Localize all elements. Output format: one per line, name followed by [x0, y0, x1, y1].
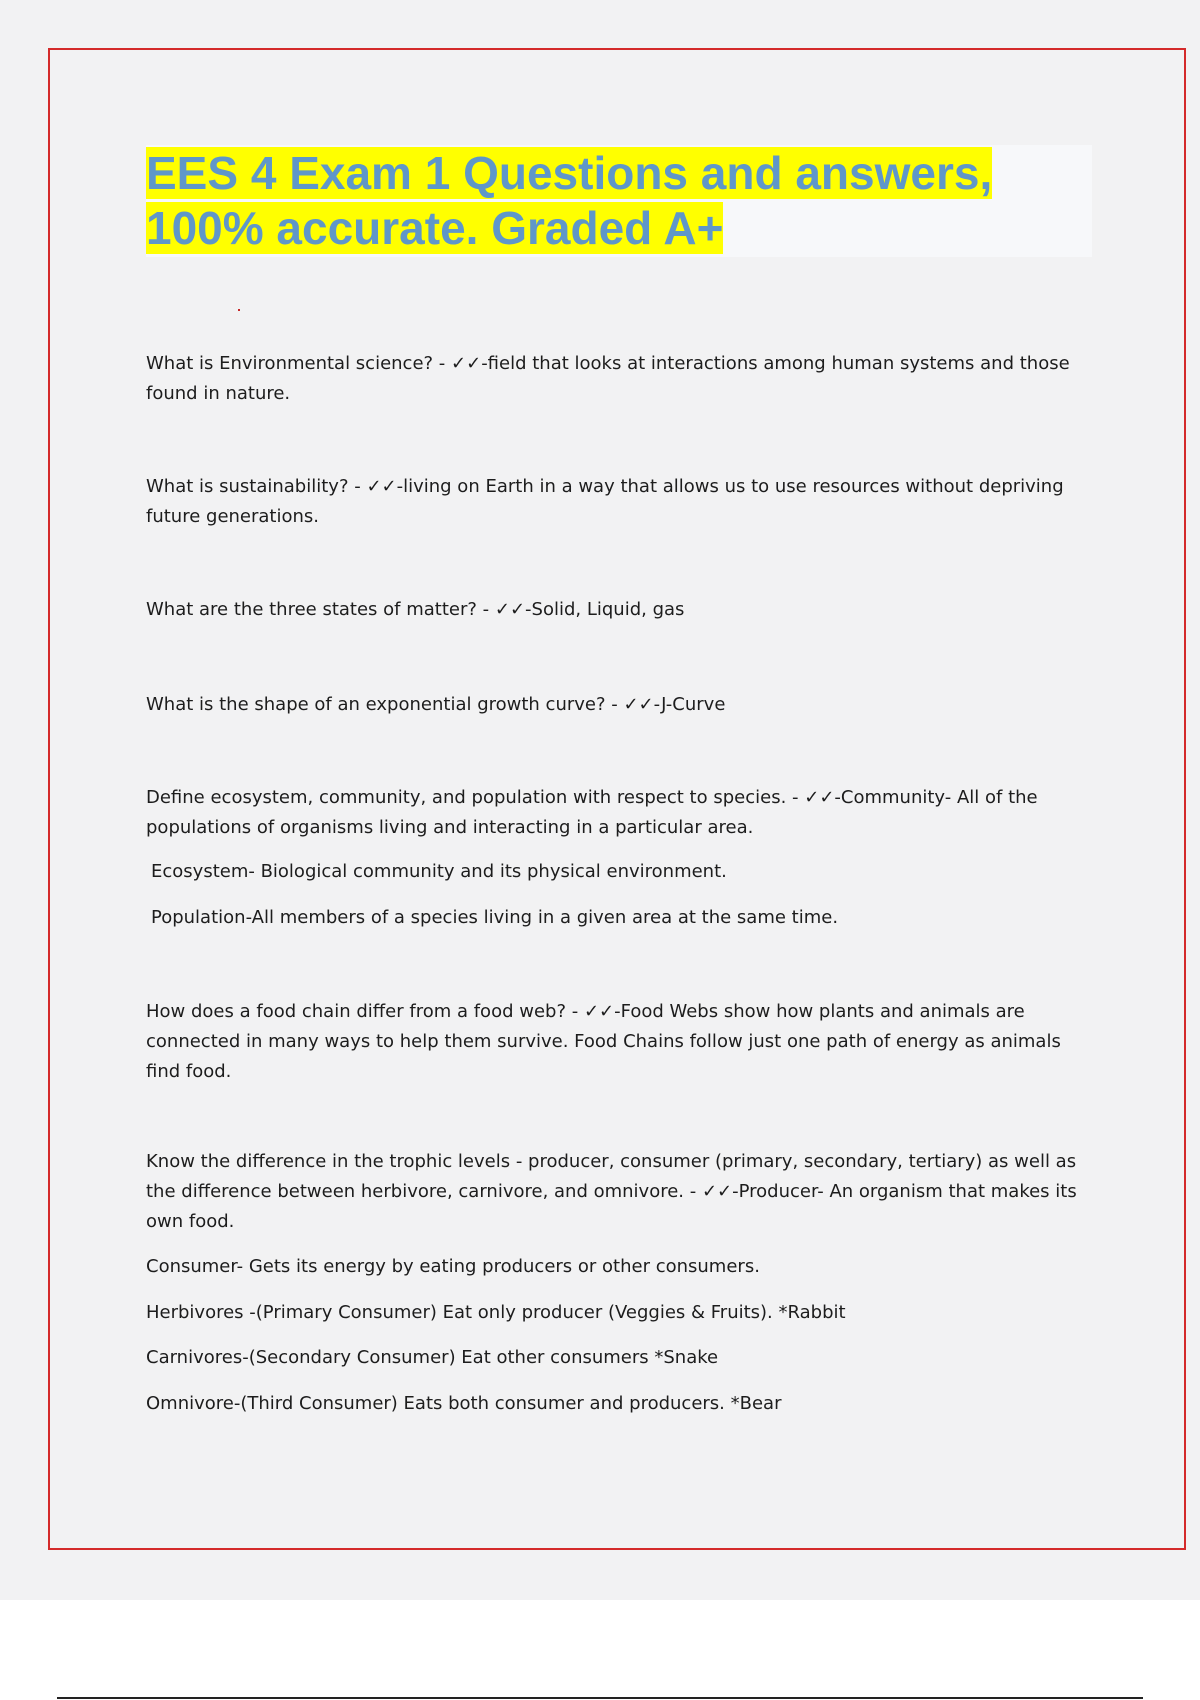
document-title: [146, 146, 1096, 256]
qa-exponential-growth: What is the shape of an exponential growth curve? - ✓✓-J-Curve: [146, 694, 726, 715]
qa-sustainability: What is sustainability? - ✓✓-living on Earth in a way that allows us to use resources without depriving future generations.: [146, 476, 1064, 527]
answer-line-ecosystem: Ecosystem- Biological community and its physical environment.: [151, 861, 727, 882]
qa-trophic-levels: Know the difference in the trophic levels - producer, consumer (primary, secondary, tertiary) as well as the difference between herbivore, carnivore, and omnivore. - ✓✓-Producer- An organism that makes its own food.: [146, 1151, 1077, 1232]
answer-line-population: Population-All members of a species living in a given area at the same time.: [151, 907, 839, 928]
qa-states-of-matter: What are the three states of matter? - ✓✓-Solid, Liquid, gas: [146, 599, 685, 620]
answer-line-consumer: Consumer- Gets its energy by eating producers or other consumers.: [146, 1256, 760, 1277]
red-dot-mark: [238, 309, 240, 311]
answer-line-carnivores: Carnivores-(Secondary Consumer) Eat other consumers *Snake: [146, 1347, 719, 1368]
qa-ecosystem-community-population: Define ecosystem, community, and population with respect to species. - ✓✓-Community- All of the populations of organisms living and interacting in a particular area.: [146, 787, 1038, 838]
bottom-divider: [57, 1697, 1143, 1699]
qa-food-chain-vs-web: How does a food chain differ from a food web? - ✓✓-Food Webs show how plants and animals are connected in many ways to help them survive. Food Chains follow just one path of energy as animals find food.: [146, 1001, 1061, 1082]
answer-line-herbivores: Herbivores -(Primary Consumer) Eat only producer (Veggies & Fruits). *Rabbit: [146, 1302, 846, 1323]
answer-line-omnivore: Omnivore-(Third Consumer) Eats both consumer and producers. *Bear: [146, 1393, 782, 1414]
title-line-1: EES 4 Exam 1 Questions and answers,: [146, 147, 993, 199]
qa-environmental-science: What is Environmental science? - ✓✓-field that looks at interactions among human systems and those found in nature.: [146, 353, 1070, 404]
title-line-2: 100% accurate. Graded A+: [146, 202, 724, 254]
